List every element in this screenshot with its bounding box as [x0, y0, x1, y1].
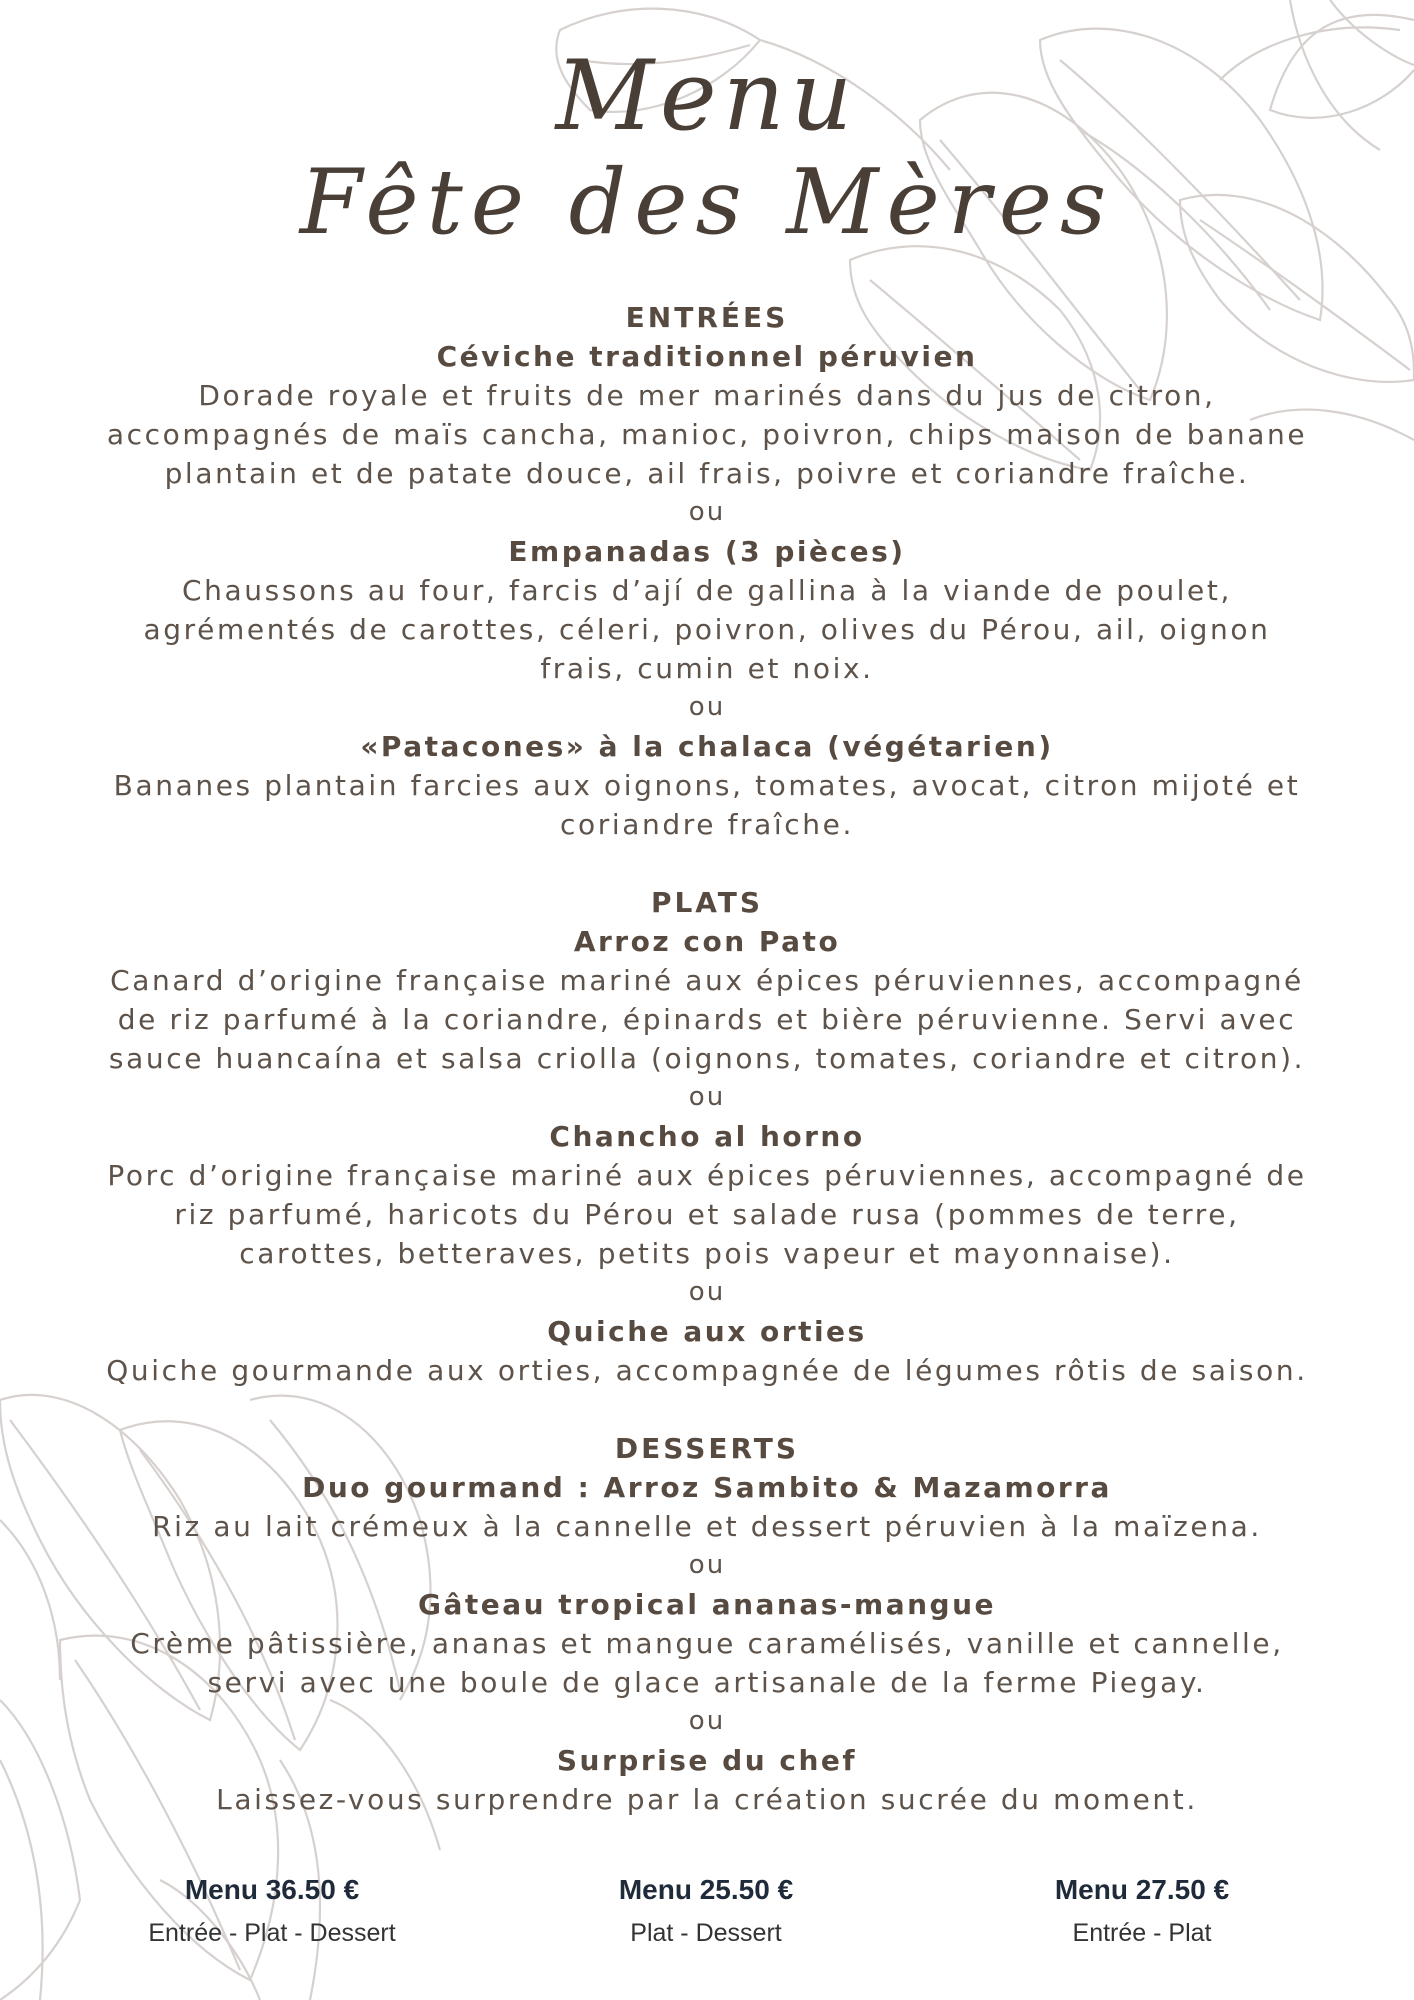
- dish-name: Céviche traditionnel péruvien: [436, 340, 978, 373]
- dish-name: Chancho al horno: [549, 1120, 865, 1153]
- or-separator: ou: [688, 1277, 726, 1307]
- dish-description-line: sauce huancaína et salsa criolla (oignons, tomates, coriandre et citron).: [108, 1042, 1306, 1075]
- formula-row: [0, 1870, 1414, 1970]
- dish-name: Quiche aux orties: [547, 1315, 867, 1348]
- dish-name: Empanadas (3 pièces): [508, 535, 906, 568]
- section-desserts: [60, 1429, 1354, 1819]
- dish-name: Surprise du chef: [556, 1744, 858, 1777]
- dish-description-line: agrémentés de carottes, céleri, poivron, olives du Pérou, ail, oignon: [143, 613, 1271, 646]
- dish-description-line: frais, cumin et noix.: [540, 652, 874, 685]
- section-plats: [60, 883, 1354, 1390]
- menu-subtitle: Fête des Mères: [299, 150, 1115, 255]
- formula-entree-plat: [942, 1870, 1342, 1953]
- formula-plat-dessert: [506, 1870, 906, 1953]
- dish-description-line: de riz parfumé à la coriandre, épinards et bière péruvienne. Servi avec: [117, 1003, 1297, 1036]
- dish-description-line: Porc d’origine française mariné aux épices péruviennes, accompagné de: [107, 1159, 1307, 1192]
- formula-complete: [72, 1870, 472, 1953]
- formula-price: Menu 27.50 €: [1054, 1874, 1230, 1905]
- section-heading: DESSERTS: [614, 1432, 800, 1465]
- dish-description-line: carottes, betteraves, petits pois vapeur et mayonnaise).: [239, 1237, 1175, 1270]
- section-heading: PLATS: [650, 886, 764, 919]
- dish-description-line: Crème pâtissière, ananas et mangue caramélisés, vanille et cannelle,: [130, 1627, 1284, 1660]
- dish-description-line: Bananes plantain farcies aux oignons, tomates, avocat, citron mijoté et: [113, 769, 1301, 802]
- dish-description-line: servi avec une boule de glace artisanale de la ferme Piegay.: [207, 1666, 1207, 1699]
- dish-name: Arroz con Pato: [573, 925, 841, 958]
- dish-description-line: riz parfumé, haricots du Pérou et salade rusa (pommes de terre,: [174, 1198, 1240, 1231]
- or-separator: ou: [688, 1550, 726, 1580]
- formula-content: Plat - Dessert: [630, 1919, 782, 1947]
- section-entrees: [60, 298, 1354, 844]
- dish-name: Duo gourmand : Arroz Sambito & Mazamorra: [302, 1471, 1112, 1504]
- dish-description-line: Riz au lait crémeux à la cannelle et dessert péruvien à la maïzena.: [152, 1510, 1262, 1543]
- or-separator: ou: [688, 1082, 726, 1112]
- dish-description-line: Canard d’origine française mariné aux épices péruviennes, accompagné: [110, 964, 1304, 997]
- or-separator: ou: [688, 692, 726, 722]
- dish-description-line: coriandre fraîche.: [560, 808, 854, 841]
- menu-title: Menu: [555, 40, 859, 152]
- formula-content: Entrée - Plat: [1072, 1919, 1212, 1947]
- dish-description-line: Quiche gourmande aux orties, accompagnée de légumes rôtis de saison.: [106, 1354, 1308, 1387]
- dish-description-line: Chaussons au four, farcis d’ají de gallina à la viande de poulet,: [182, 574, 1232, 607]
- formula-price: Menu 25.50 €: [618, 1874, 794, 1905]
- formula-price: Menu 36.50 €: [184, 1874, 360, 1905]
- section-heading: ENTRÉES: [625, 301, 789, 334]
- dish-description-line: Dorade royale et fruits de mer marinés dans du jus de citron,: [198, 379, 1216, 412]
- menu-body: [60, 298, 1354, 1819]
- dish-name: Gâteau tropical ananas-mangue: [417, 1588, 997, 1621]
- dish-name: «Patacones» à la chalaca (végétarien): [360, 730, 1054, 763]
- or-separator: ou: [688, 497, 726, 527]
- or-separator: ou: [688, 1706, 726, 1736]
- section-spacer: [60, 1390, 1354, 1429]
- dish-description-line: accompagnés de maïs cancha, manioc, poivron, chips maison de banane: [106, 418, 1308, 451]
- dish-description-line: plantain et de patate douce, ail frais, poivre et coriandre fraîche.: [164, 457, 1250, 490]
- dish-description-line: Laissez-vous surprendre par la création sucrée du moment.: [216, 1783, 1198, 1816]
- section-spacer: [60, 844, 1354, 883]
- formula-content: Entrée - Plat - Dessert: [148, 1919, 396, 1947]
